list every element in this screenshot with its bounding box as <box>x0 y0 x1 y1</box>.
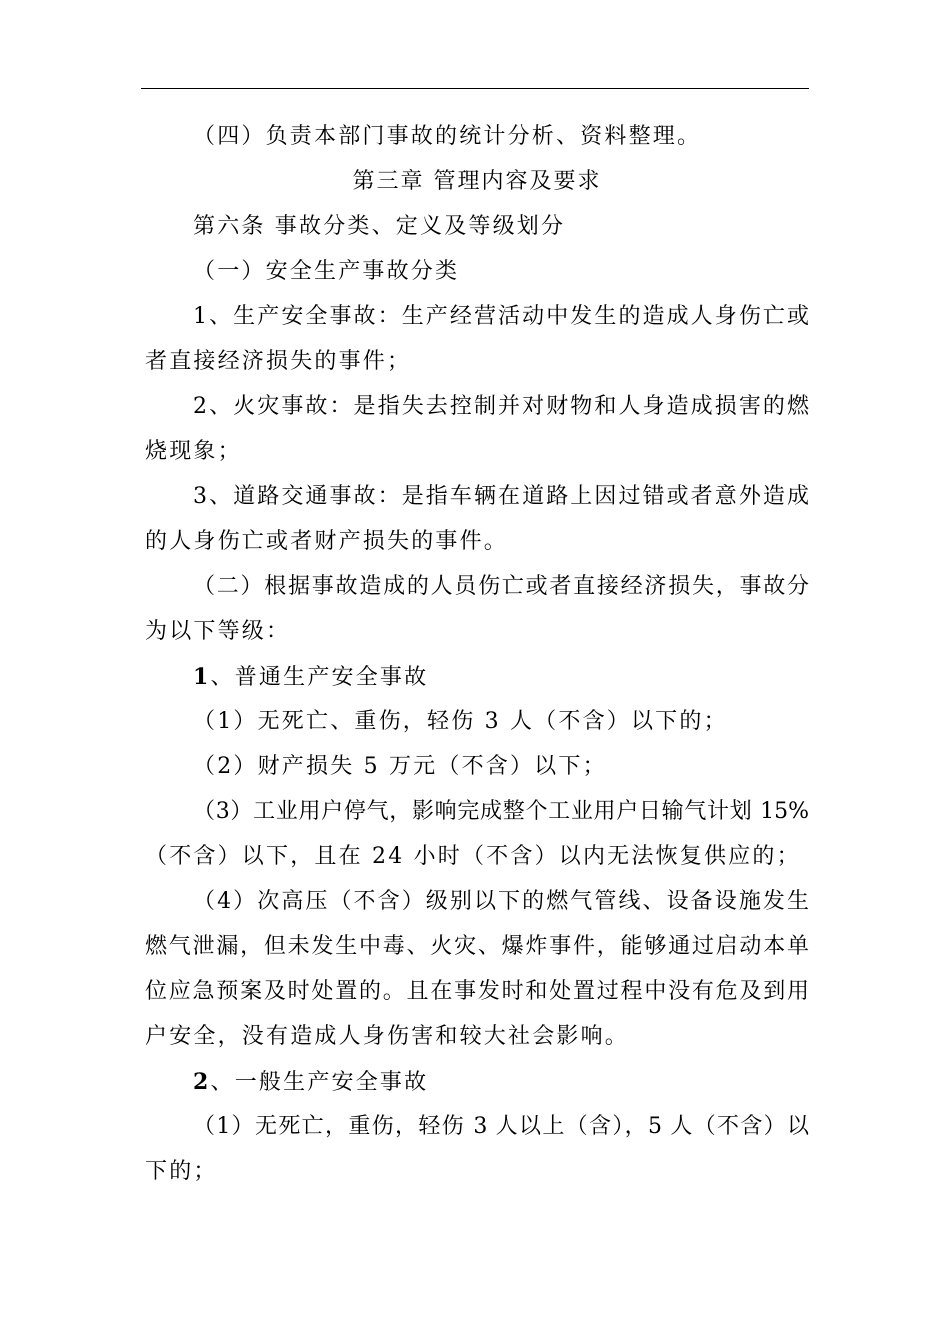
section-four-item: （四）负责本部门事故的统计分析、资料整理。 <box>193 124 702 149</box>
paragraph-line: 3、道路交通事故：是指车辆在道路上因过错或者意外造成 <box>193 484 809 509</box>
list-item: （3）工业用户停气，影响完成整个工业用户日输气计划 15% <box>193 799 809 824</box>
list-item: （1）无死亡，重伤，轻伤 3 人以上（含），5 人（不含）以 <box>193 1114 809 1139</box>
paragraph-line: 的人身伤亡或者财产损失的事件。 <box>145 529 509 554</box>
paragraph-line: 位应急预案及时处置的。且在事发时和处置过程中没有危及到用 <box>145 979 809 1004</box>
paragraph-line: 者直接经济损失的事件； <box>145 349 412 374</box>
list-item: （4）次高压（不含）级别以下的燃气管线、设备设施发生 <box>193 889 809 914</box>
paragraph-line: （不含）以下，且在 24 小时（不含）以内无法恢复供应的； <box>145 844 801 869</box>
grade-number: 1 <box>193 664 211 690</box>
paragraph-line: 下的； <box>145 1159 218 1184</box>
paragraph-line: 户安全，没有造成人身伤害和较大社会影响。 <box>145 1024 630 1049</box>
grade-title: 、一般生产安全事故 <box>210 1070 429 1095</box>
paragraph-line: 烧现象； <box>145 439 242 464</box>
subsection-heading: （一）安全生产事故分类 <box>193 259 460 284</box>
grade-number: 2 <box>193 1069 211 1095</box>
list-item: （1）无死亡、重伤，轻伤 3 人（不含）以下的； <box>193 709 728 734</box>
list-item: （2）财产损失 5 万元（不含）以下； <box>193 754 607 779</box>
grade-heading <box>145 1067 809 1098</box>
header-rule <box>141 88 809 89</box>
paragraph-line: 1、生产安全事故：生产经营活动中发生的造成人身伤亡或 <box>193 304 809 329</box>
paragraph-line: 燃气泄漏，但未发生中毒、火灾、爆炸事件，能够通过启动本单 <box>145 934 809 959</box>
paragraph-line: 为以下等级： <box>145 619 291 644</box>
paragraph-line: 2、火灾事故：是指失去控制并对财物和人身造成损害的燃 <box>193 394 809 419</box>
paragraph-line: （二）根据事故造成的人员伤亡或者直接经济损失，事故分 <box>193 574 809 599</box>
grade-heading <box>145 662 809 693</box>
chapter-heading: 第三章 管理内容及要求 <box>352 169 602 194</box>
grade-title: 、普通生产安全事故 <box>210 665 429 690</box>
article-heading: 第六条 事故分类、定义及等级划分 <box>193 214 566 239</box>
